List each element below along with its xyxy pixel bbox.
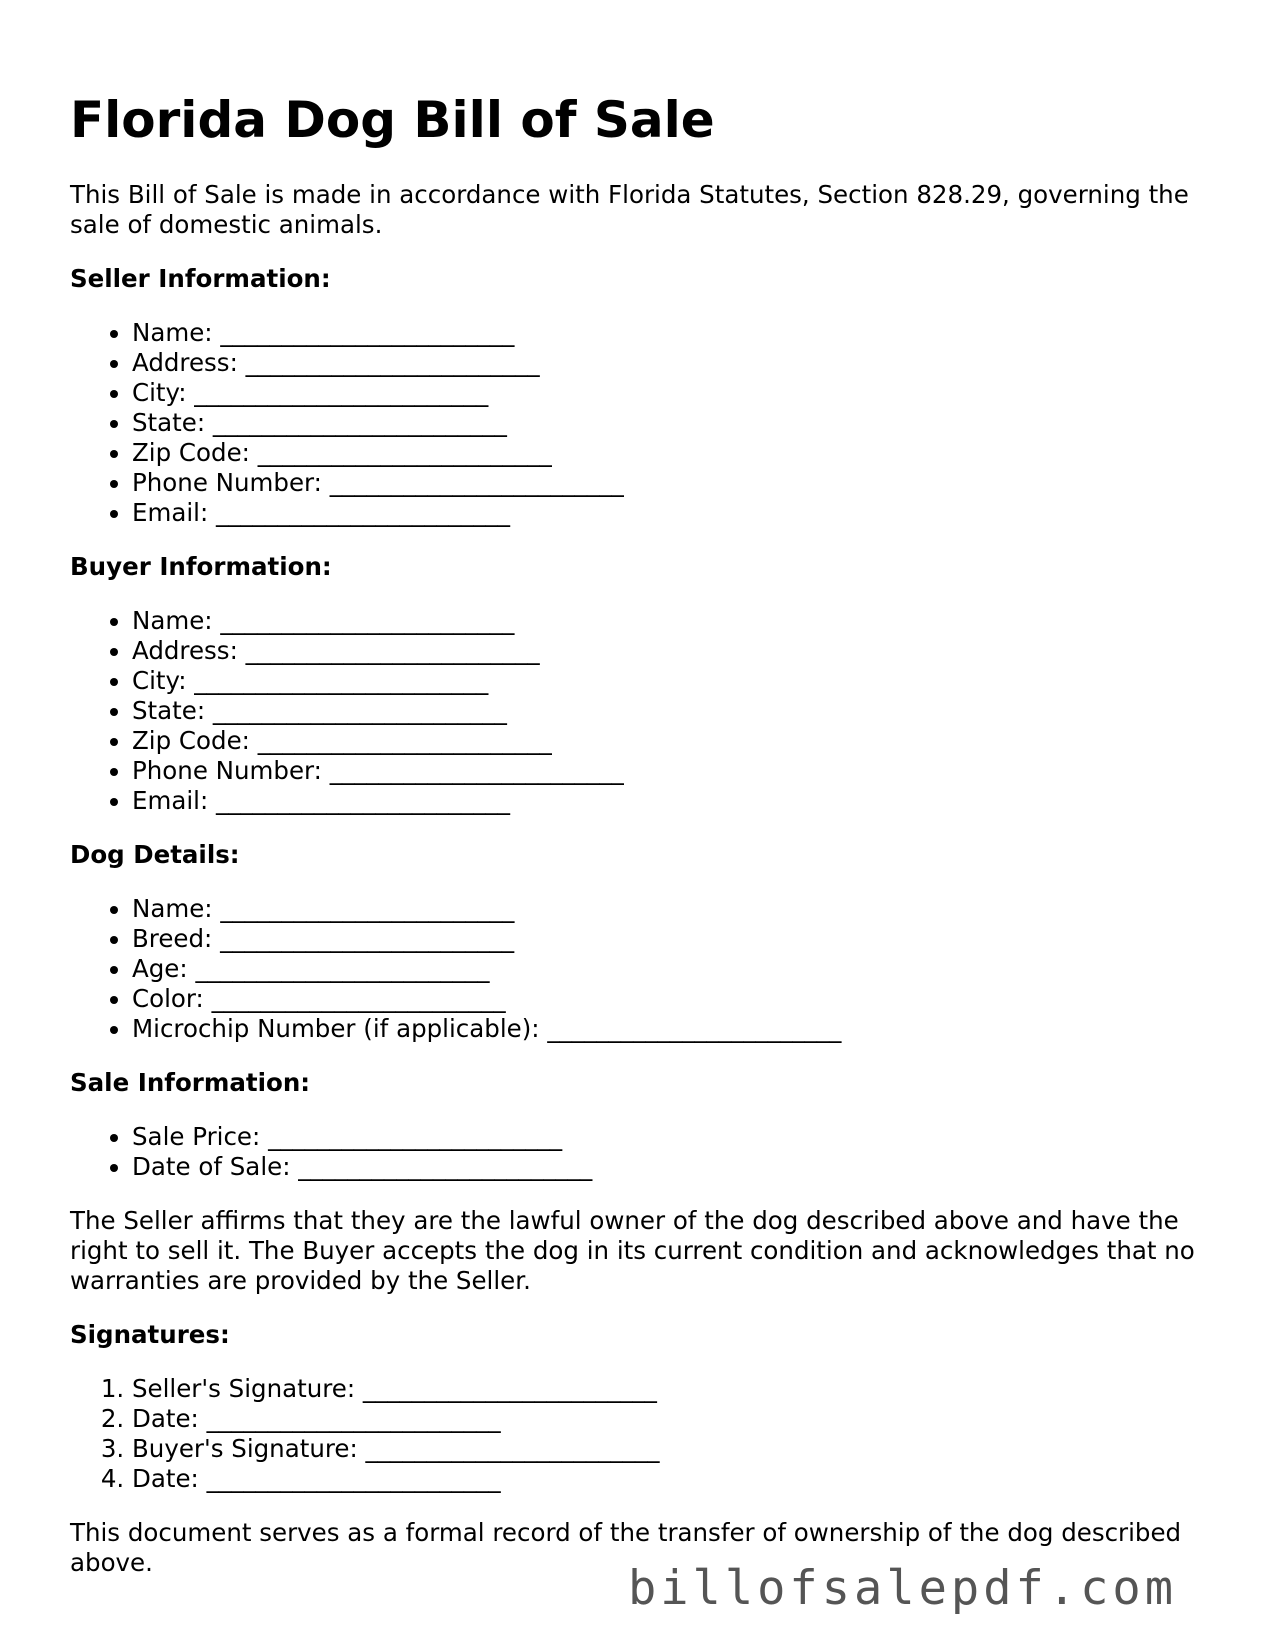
buyer-phone-field: • Phone Number: ________________________ bbox=[132, 756, 1210, 786]
buyer-address-field: • Address: ________________________ bbox=[132, 636, 1210, 666]
buyer-date-field: 4. Date: ________________________ bbox=[132, 1464, 1210, 1494]
seller-zip-field: • Zip Code: ________________________ bbox=[132, 438, 1210, 468]
seller-fields bbox=[70, 318, 1210, 528]
buyer-name-field: • Name: ________________________ bbox=[132, 606, 1210, 636]
dog-fields bbox=[70, 894, 1210, 1044]
signature-fields bbox=[70, 1374, 1210, 1494]
seller-name-field: • Name: ________________________ bbox=[132, 318, 1210, 348]
seller-state-field: • State: ________________________ bbox=[132, 408, 1210, 438]
dog-name-field: • Name: ________________________ bbox=[132, 894, 1210, 924]
intro-paragraph: This Bill of Sale is made in accordance with Florida Statutes, Section 828.29, governing the sale of domestic animals. bbox=[70, 180, 1189, 239]
site-watermark: billofsalepdf.com bbox=[627, 1561, 1177, 1616]
buyer-email-field: • Email: ________________________ bbox=[132, 786, 1210, 816]
sale-date-field: • Date of Sale: ________________________ bbox=[132, 1152, 1210, 1182]
buyer-state-field: • State: ________________________ bbox=[132, 696, 1210, 726]
seller-email-field: • Email: ________________________ bbox=[132, 498, 1210, 528]
sale-fields bbox=[70, 1122, 1210, 1182]
sale-heading: Sale Information: bbox=[70, 1068, 311, 1097]
seller-address-field: • Address: ________________________ bbox=[132, 348, 1210, 378]
dog-color-field: • Color: ________________________ bbox=[132, 984, 1210, 1014]
dog-breed-field: • Breed: ________________________ bbox=[132, 924, 1210, 954]
signatures-heading: Signatures: bbox=[70, 1320, 230, 1349]
closing-paragraph: This document serves as a formal record of the transfer of ownership of the dog described above. bbox=[70, 1518, 1182, 1577]
buyer-city-field: • City: ________________________ bbox=[132, 666, 1210, 696]
affirmation-paragraph: The Seller affirms that they are the lawful owner of the dog described above and have the right to sell it. The Buyer accepts the dog in its current condition and acknowledges that no warranties are provided by the Seller. bbox=[70, 1206, 1195, 1295]
buyer-heading: Buyer Information: bbox=[70, 552, 332, 581]
buyer-signature-field: 3. Buyer's Signature: ________________________ bbox=[132, 1434, 1210, 1464]
seller-phone-field: • Phone Number: ________________________ bbox=[132, 468, 1210, 498]
document-title: Florida Dog Bill of Sale bbox=[70, 91, 715, 149]
seller-city-field: • City: ________________________ bbox=[132, 378, 1210, 408]
seller-heading: Seller Information: bbox=[70, 264, 331, 293]
seller-date-field: 2. Date: ________________________ bbox=[132, 1404, 1210, 1434]
dog-heading: Dog Details: bbox=[70, 840, 240, 869]
sale-price-field: • Sale Price: ________________________ bbox=[132, 1122, 1210, 1152]
dog-age-field: • Age: ________________________ bbox=[132, 954, 1210, 984]
buyer-zip-field: • Zip Code: ________________________ bbox=[132, 726, 1210, 756]
seller-signature-field: 1. Seller's Signature: ________________________ bbox=[132, 1374, 1210, 1404]
buyer-fields bbox=[70, 606, 1210, 816]
dog-microchip-field: • Microchip Number (if applicable): ________________________ bbox=[132, 1014, 1210, 1044]
document-body bbox=[70, 180, 1210, 1602]
